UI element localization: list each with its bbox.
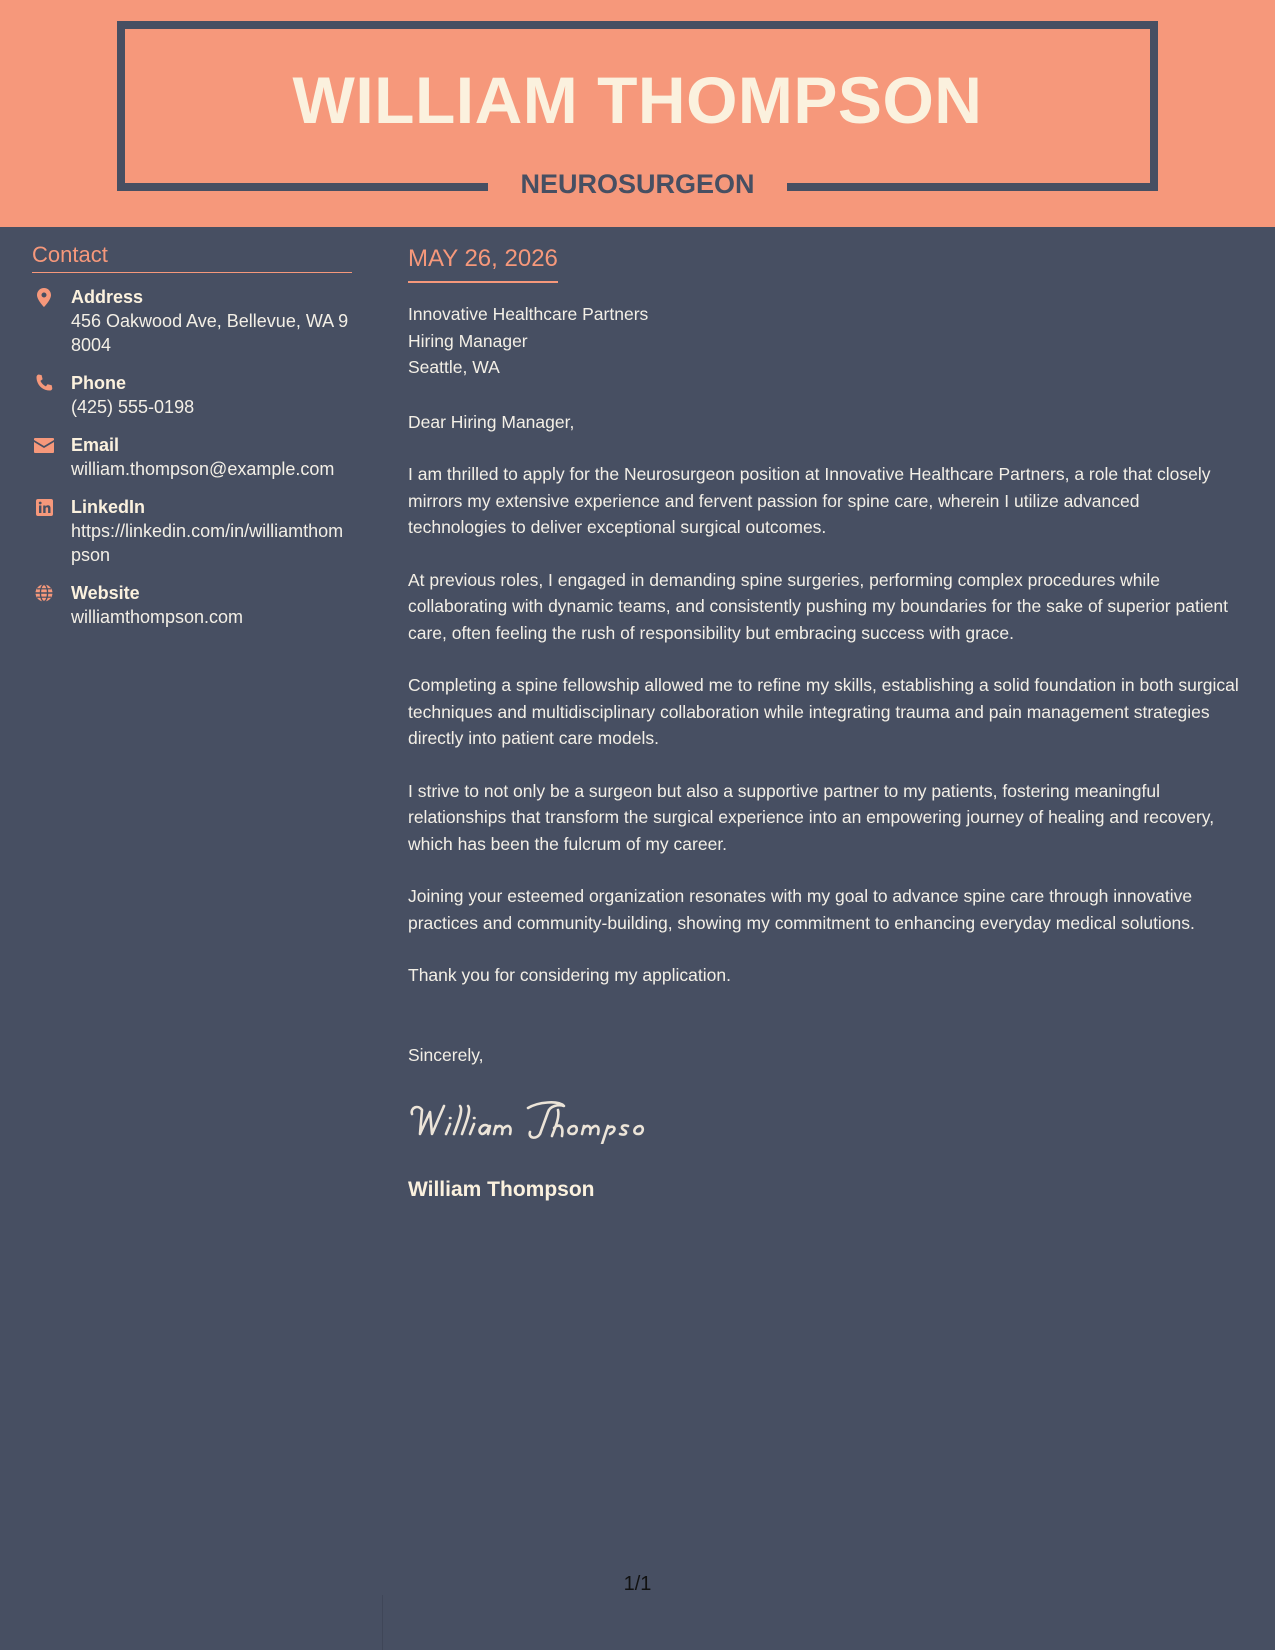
letter-body [408,243,1240,1204]
candidate-title: NEUROSURGEON [520,169,755,199]
letter-paragraph: Completing a spine fellowship allowed me to refine my skills, establishing a solid foundation in both surgical techniques and multidisciplinary collaboration while integrating trauma and pain management strategies directly into patient care models. [408,675,1239,748]
contact-value-linkedin[interactable]: https://linkedin.com/in/williamthompson [71,521,344,565]
contact-label-email: Email [71,435,120,455]
recipient-location: Seattle, WA [408,357,500,377]
contact-item-linkedin [32,495,352,567]
closing: Sincerely, [408,1044,484,1065]
phone-icon [34,373,54,393]
salutation: Dear Hiring Manager, [408,411,575,432]
contact-label-phone: Phone [71,373,127,393]
header-frame-right [1150,21,1158,191]
handwritten-signature [408,1098,670,1144]
contact-sidebar [32,240,352,643]
contact-label-linkedin: LinkedIn [71,497,146,517]
map-pin-icon [34,287,54,307]
contact-label-website: Website [71,583,140,603]
globe-icon [34,583,54,603]
contact-label-address: Address [71,287,144,307]
letter-paragraph: Joining your esteemed organization resonates with my goal to advance spine care through innovative practices and community-building, showing my commitment to enhancing everyday medical solutions. [408,886,1195,933]
letter-paragraph: Thank you for considering my application. [408,965,731,985]
recipient-company: Innovative Healthcare Partners [408,304,649,324]
contact-value-address: 456 Oakwood Ave, Bellevue, WA 98004 [71,311,349,355]
letter-paragraph: I am thrilled to apply for the Neurosurgeon position at Innovative Healthcare Partners, a role that closely mirrors my extensive experience and fervent passion for spine care, wherein I utilize advanced technologies to deliver exceptional surgical outcomes. [408,464,1211,537]
contact-value-phone: (425) 555-0198 [71,397,195,417]
contact-value-email[interactable]: william.thompson@example.com [71,459,335,479]
recipient-block [408,301,1240,381]
page-number: 1/1 [623,1573,652,1595]
header-frame-top [117,21,1158,29]
header-frame-bottom-left [117,183,488,191]
letter-paragraph: I strive to not only be a surgeon but also a supportive partner to my patients, fostering meaningful relationships that transform the surgical experience into an empowering journey of healing and recovery, which has been the fulcrum of my career. [408,780,1215,854]
letter-date: MAY 26, 2026 [408,243,558,283]
contact-value-website[interactable]: williamthompson.com [71,607,244,627]
contact-heading: Contact [32,240,352,273]
header-frame-left [117,21,125,191]
candidate-name: WILLIAM THOMPSON [292,63,983,137]
contact-item-website [32,581,352,629]
header-frame-bottom-right [787,183,1158,191]
signed-name: William Thompson [408,1178,595,1201]
contact-item-address [32,285,352,357]
letter-paragraph: At previous roles, I engaged in demanding spine surgeries, performing complex procedures while collaborating with dynamic teams, and consistently pushing my boundaries for the sake of superior patient care, often feeling the rush of responsibility but embracing success with grace. [408,569,1229,643]
contact-item-email [32,433,352,481]
linkedin-icon [34,497,54,517]
page-divider [382,1595,383,1650]
envelope-icon [34,435,54,455]
header-banner [0,0,1275,227]
recipient-contact: Hiring Manager [408,330,528,351]
contact-item-phone [32,371,352,419]
